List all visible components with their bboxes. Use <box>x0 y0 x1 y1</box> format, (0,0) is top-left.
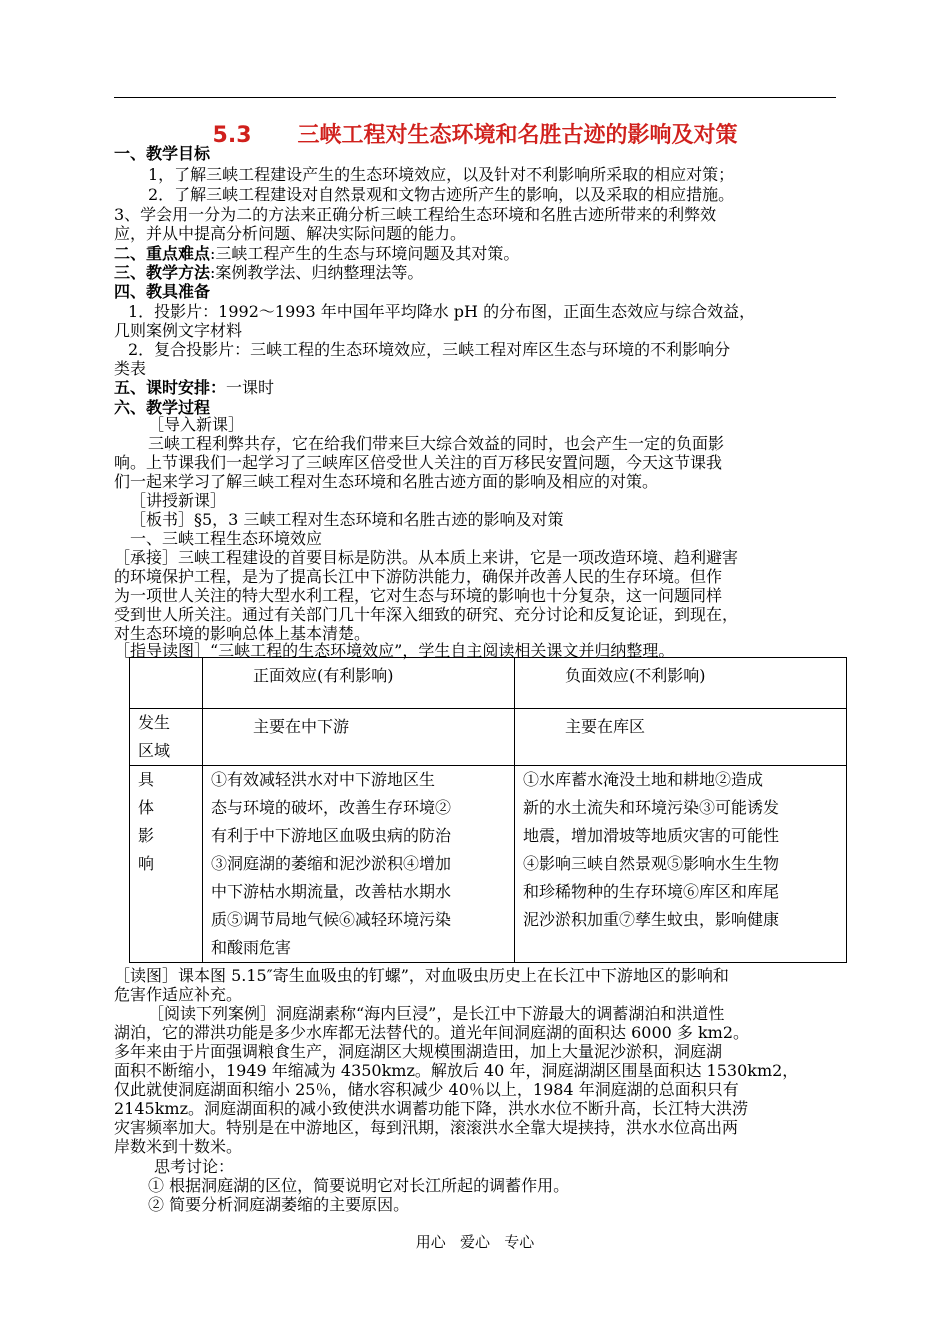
row-label-text: 具 <box>138 770 155 789</box>
heading-keypoints: 二、重点难点 <box>114 244 211 263</box>
material-2b: 类表 <box>114 359 147 378</box>
para-line-1: ［承接］三峡工程建设的首要目标是防洪。从本质上来讲，它是一项改造环境、趋利避害 <box>114 548 739 567</box>
table-row <box>130 658 847 709</box>
impact-positive-line: ①有效减轻洪水对中下游地区生 <box>211 770 436 789</box>
page-footer: 用心 爱心 专心 <box>415 1233 535 1251</box>
table-header-positive <box>203 658 515 709</box>
impact-negative-line: ④影响三峡自然景观⑤影响水生生物 <box>523 854 780 873</box>
read-figure-1: ［读图］课本图 5.15″寄生血吸虫的钉螺”，对血吸虫历史上在长江中下游地区的影响和 <box>114 966 729 985</box>
row-label-impact <box>130 766 203 963</box>
row-label-text: 影 <box>138 826 155 845</box>
table-row <box>130 709 847 766</box>
read-figure-2: 危害作适应补充。 <box>114 985 243 1004</box>
discussion-q1: ① 根据洞庭湖的区位，简要说明它对长江所起的调蓄作用。 <box>148 1176 570 1195</box>
impact-positive-line: 中下游枯水期流量，改善枯水期水 <box>211 882 452 901</box>
objective-3b: 应，并从中提高分析问题、解决实际问题的能力。 <box>114 224 467 243</box>
para-line-3: 为一项世人关注的特大型水利工程，它对生态与环境的影响也十分复杂，这一问题同样 <box>114 586 723 605</box>
intro-line-3: 们一起来学习了解三峡工程对生态环境和名胜古迹方面的影响及相应的对策。 <box>114 472 659 491</box>
intro-line-1: 三峡工程利弊共存，它在给我们带来巨大综合效益的同时，也会产生一定的负面影 <box>148 434 725 453</box>
impact-negative-cell <box>515 766 847 963</box>
methods-text: :案例教学法、归纳整理法等。 <box>210 263 424 282</box>
objective-1: 1，了解三峡工程建设产生的生态环境效应，以及针对不利影响所采取的相应对策； <box>148 165 735 184</box>
heading-materials: 四、教具准备 <box>114 282 211 301</box>
subheading-eco: 一、三峡工程生态环境效应 <box>130 529 323 548</box>
intro-line-2: 响。上节课我们一起学习了三峡库区倍受世人关注的百万移民安置问题，今天这节课我 <box>114 453 723 472</box>
impact-negative-line: 新的水土流失和环境污染③可能诱发 <box>523 798 780 817</box>
region-negative-text: 主要在库区 <box>565 717 646 736</box>
region-positive-cell <box>203 709 515 766</box>
material-1a: 1．投影片：1992～1993 年中国年平均降水 pH 的分布图，正面生态效应与综合效益， <box>128 302 756 321</box>
impact-negative-line: 和珍稀物种的生存环境⑥库区和库尾 <box>523 882 780 901</box>
table-corner-cell <box>130 658 203 709</box>
row-label-text: 体 <box>138 798 155 817</box>
case-line-2: 湖泊，它的滞洪功能是多少水库都无法替代的。道光年间洞庭湖的面积达 6000 多 km2。 <box>114 1023 750 1042</box>
case-line-5: 仅此就使洞庭湖面积缩小 25％，储水容积减少 40％以上，1984 年洞庭湖的总面积只有 <box>114 1080 739 1099</box>
discussion-label: 思考讨论： <box>154 1157 235 1176</box>
impact-positive-line: 和酸雨危害 <box>211 938 292 957</box>
objective-3a: 3、学会用一分为二的方法来正确分析三峡工程给生态环境和名胜古迹所带来的利弊效 <box>114 205 717 224</box>
impact-negative-line: 泥沙淤积加重⑦孳生蚊虫，影响健康 <box>523 910 780 929</box>
heading-process: 六、教学过程 <box>114 398 211 417</box>
discussion-q2: ② 简要分析洞庭湖萎缩的主要原因。 <box>148 1195 410 1214</box>
material-2a: 2．复合投影片：三峡工程的生态环境效应，三峡工程对库区生态与环境的不利影响分 <box>128 340 731 359</box>
case-line-7: 灾害频率加大。特别是在中游地区，每到汛期，滚滚洪水全靠大堤挟持，洪水水位高出两 <box>114 1118 739 1137</box>
methods-line <box>114 263 423 283</box>
schedule-line <box>114 378 274 398</box>
impact-negative-line: 地震，增加滑坡等地质灾害的可能性 <box>523 826 780 845</box>
para-line-2: 的环境保护工程，是为了提高长江中下游防洪能力，确保并改善人民的生存环境。但作 <box>114 567 723 586</box>
objective-2: 2．了解三峡工程建设对自然景观和文物古迹所产生的影响，以及采取的相应措施。 <box>148 185 735 204</box>
row-label-text: 区域 <box>138 741 171 760</box>
header-positive-text: 正面效应(有利影响) <box>253 666 394 685</box>
case-line-4: 面积不断缩小，1949 年缩减为 4350kmz。解放后 40 年，洞庭湖湖区围垦面积达 1530km2， <box>114 1061 799 1080</box>
board-line: ［板书］§5，3 三峡工程对生态环境和名胜古迹的影响及对策 <box>130 510 564 529</box>
impact-positive-line: 质⑤调节局地气候⑥减轻环境污染 <box>211 910 452 929</box>
case-line-3: 多年来由于片面强调粮食生产，洞庭湖区大规模围湖造田，加上大量泥沙淤积，洞庭湖 <box>114 1042 723 1061</box>
guide-line: ［指导读图］“三峡工程的生态环境效应”，学生自主阅读相关课文并归纳整理。 <box>114 641 675 660</box>
impact-positive-line: 态与环境的破坏，改善生存环境② <box>211 798 452 817</box>
page-title: 5.3 三峡工程对生态环境和名胜古迹的影响及对策 <box>212 123 738 148</box>
case-line-6: 2145kmz。洞庭湖面积的减小致使洪水调蓄功能下降，洪水水位不断升高，长江特大洪涝 <box>114 1099 749 1118</box>
heading-schedule: 五、课时安排： <box>114 378 227 397</box>
row-label-region <box>130 709 203 766</box>
material-1b: 几则案例文字材料 <box>114 321 243 340</box>
region-negative-cell <box>515 709 847 766</box>
case-line-1: ［阅读下列案例］洞庭湖素称“海内巨浸”，是长江中下游最大的调蓄湖泊和洪道性 <box>148 1004 725 1023</box>
table-header-negative <box>515 658 847 709</box>
header-rule <box>114 97 836 98</box>
impact-negative-line: ①水库蓄水淹没土地和耕地②造成 <box>523 770 764 789</box>
schedule-text: 一课时 <box>226 378 275 397</box>
header-negative-text: 负面效应(不利影响) <box>565 666 706 685</box>
table-row <box>130 766 847 963</box>
keypoints-line <box>114 244 519 264</box>
impact-positive-line: 有利于中下游地区血吸虫病的防治 <box>211 826 452 845</box>
intro-tag: ［导入新课］ <box>148 415 245 434</box>
heading-objectives: 一、教学目标 <box>114 144 211 163</box>
new-lesson-tag: ［讲授新课］ <box>130 491 227 510</box>
row-label-text: 发生 <box>138 713 171 732</box>
heading-methods: 三、教学方法 <box>114 263 211 282</box>
impact-positive-line: ③洞庭湖的萎缩和泥沙淤积④增加 <box>211 854 452 873</box>
para-line-5: 对生态环境的影响总体上基本清楚。 <box>114 624 371 643</box>
impact-positive-cell <box>203 766 515 963</box>
effects-table <box>129 657 847 963</box>
row-label-text: 响 <box>138 854 155 873</box>
para-line-4: 受到世人所关注。通过有关部门几十年深入细致的研究、充分讨论和反复论证，到现在， <box>114 605 739 624</box>
case-line-8: 岸数米到十数米。 <box>114 1137 243 1156</box>
region-positive-text: 主要在中下游 <box>253 717 350 736</box>
keypoints-text: :三峡工程产生的生态与环境问题及其对策。 <box>210 244 520 263</box>
